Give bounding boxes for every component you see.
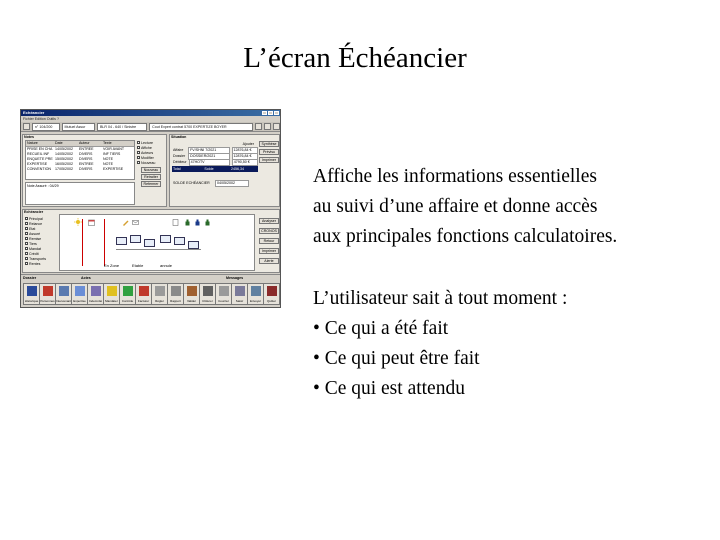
situation-panel (169, 134, 280, 207)
cell: NOTE (103, 157, 113, 161)
command-icon (107, 286, 117, 296)
timeline-axis (116, 249, 201, 250)
command-icon (27, 286, 37, 296)
filter-label: Etat (29, 226, 36, 231)
situation-footer (172, 180, 258, 186)
case-number-field[interactable]: n° 104/200 (32, 123, 60, 131)
toolbar (21, 122, 280, 132)
command-icon (187, 286, 197, 296)
command-icon (123, 286, 133, 296)
situation-total-row (172, 166, 258, 172)
command-label: Rapport (170, 299, 181, 303)
cell: EXPERTISE (103, 167, 124, 171)
cell: DIVERS (79, 152, 93, 156)
command-label: Indemnité (88, 299, 103, 303)
cell: RECUEIL INF (27, 152, 50, 156)
filter-label: Tiers (29, 241, 37, 246)
cronos-button[interactable]: CRONOS (259, 228, 279, 234)
value-field[interactable]: FV/SHNI 7/2021 (188, 147, 229, 154)
print-button[interactable]: Imprimer (259, 157, 279, 163)
command-icon (75, 286, 85, 296)
value-field[interactable]: DOSSIER/2021 (188, 153, 229, 160)
checkbox-label: Lecture (141, 140, 153, 145)
analyze-button[interactable]: Analyser (259, 218, 279, 224)
bottle-icon (184, 219, 191, 226)
filter-label: Remise (29, 236, 42, 241)
amount-field[interactable]: 12876,84 € (232, 147, 258, 154)
group-label-actes: Actes (81, 276, 91, 280)
alert-button[interactable]: Alerte (259, 258, 279, 264)
document-node[interactable] (130, 235, 141, 243)
command-label: Courrier (218, 299, 229, 303)
document-node[interactable] (174, 237, 185, 245)
document-node[interactable] (144, 239, 155, 247)
command-icon (251, 286, 261, 296)
command-button[interactable] (231, 283, 248, 305)
cell: INF TIERS (103, 152, 121, 156)
checkbox-label: Acteurs (141, 150, 154, 155)
footer-label: SOLDE ECHÉANCIER (173, 181, 210, 185)
paragraph-line: aux principales fonctions calculatoires. (313, 226, 618, 247)
command-label: Quitter (266, 299, 276, 303)
maximize-icon[interactable] (268, 111, 273, 115)
cell: NOTE (103, 162, 113, 166)
claim-field[interactable]: BLR 04 - 640 / Sinistre (97, 123, 147, 131)
app-screenshot (20, 109, 281, 308)
situation-fields (172, 141, 258, 186)
total-mid: Solde (204, 167, 214, 171)
command-icon (43, 286, 53, 296)
note-memo[interactable] (25, 182, 135, 205)
bottle-icon (194, 219, 201, 226)
filter-label: Rentes (29, 261, 41, 266)
notes-checks (137, 140, 167, 165)
command-icon (59, 286, 69, 296)
amount-field[interactable]: 4790,50 € (232, 159, 258, 166)
column-header[interactable]: Texte (103, 141, 112, 145)
cell: VOIR AVANT (103, 147, 125, 151)
window-title: Echéancier (23, 110, 45, 115)
command-label: Intervenant (56, 299, 71, 303)
pencil-icon (122, 219, 129, 226)
command-button[interactable] (23, 283, 40, 305)
filter-label: Mandat (29, 246, 41, 251)
command-icon (91, 286, 101, 296)
command-button[interactable] (199, 283, 216, 305)
command-label: Personnes (40, 299, 55, 303)
memo-text: Note Assuré : 04/29 (27, 184, 59, 188)
status-label: annule (160, 263, 173, 268)
checkbox-label: Nouveau (141, 160, 156, 165)
command-button[interactable] (39, 283, 56, 305)
filter-label: Principal (29, 216, 43, 221)
envelope-icon (132, 219, 139, 226)
cell: CONVENTION (27, 167, 51, 171)
command-icon (139, 286, 149, 296)
command-label: Expertise (73, 299, 86, 303)
calendar-icon (88, 219, 95, 226)
cell: 14/05/2002 (55, 152, 73, 156)
cell: 17/05/2002 (55, 167, 73, 171)
slide-title: L’écran Échéancier (243, 42, 467, 74)
slide-text (313, 162, 713, 404)
folder-icon[interactable] (23, 123, 30, 130)
command-icon (155, 286, 165, 296)
cell: PRISE EN CHA (27, 147, 53, 151)
print-schedule-button[interactable]: Imprimer (259, 248, 279, 254)
retreat-button[interactable]: Retraiter (141, 174, 161, 180)
notes-panel (22, 134, 167, 207)
command-label: Contrôle (121, 299, 134, 303)
total-label: Total (173, 167, 181, 171)
command-button[interactable] (119, 283, 136, 305)
help-icon[interactable] (264, 123, 271, 130)
command-icon (235, 286, 245, 296)
value-field[interactable]: 47HOTV (189, 159, 230, 166)
command-bar (21, 274, 280, 308)
cell: DIVERS (79, 167, 93, 171)
row-label: Débiteur (173, 160, 187, 164)
bottle-icon (204, 219, 211, 226)
synthesis-button[interactable]: Synthèse (259, 141, 279, 147)
bullet-item: • Ce qui est attendu (313, 378, 465, 399)
row-label: Dossier (173, 154, 186, 158)
column-header: Ajouter (242, 142, 254, 146)
command-label: Mandater (105, 299, 118, 303)
command-button[interactable] (263, 283, 280, 305)
filter-label: Assuré (29, 231, 41, 236)
search-icon[interactable] (255, 123, 262, 130)
command-icon (171, 286, 181, 296)
status-label: Etable (132, 263, 144, 268)
column-header[interactable]: Nature (27, 141, 38, 145)
cell: ENTREE (79, 162, 94, 166)
checkbox-label: Modifier (141, 155, 154, 160)
command-icon (203, 286, 213, 296)
cell: ENQUETE PRE (27, 157, 53, 161)
back-button[interactable]: Retour (259, 238, 279, 244)
command-button[interactable] (151, 283, 168, 305)
paragraph-line: Affiche les informations essentielles (313, 166, 597, 187)
filter-checkbox[interactable] (25, 261, 59, 266)
document-node[interactable] (116, 237, 127, 245)
checkbox-nouveau[interactable] (137, 160, 167, 165)
bullet-item: • Ce qui peut être fait (313, 348, 480, 369)
sun-icon (74, 218, 82, 226)
amount-field[interactable]: 12876,84 € (232, 153, 258, 160)
command-icon (219, 286, 229, 296)
checkbox-label: Affiche (141, 145, 152, 150)
table-row[interactable] (26, 167, 134, 172)
command-button[interactable] (183, 283, 200, 305)
cell: 15/05/2002 (55, 157, 73, 161)
command-button[interactable] (135, 283, 152, 305)
command-button[interactable] (55, 283, 72, 305)
command-label: Envoyer (249, 299, 261, 303)
column-header[interactable]: Auteur (79, 141, 90, 145)
command-button[interactable] (167, 283, 184, 305)
contract-field[interactable]: Cout Expert contrat 5700 EXPERTIZE BOYER (149, 123, 253, 131)
group-label-messages: Messages (226, 276, 244, 280)
cell: 16/05/2002 (55, 162, 73, 166)
new-note-button[interactable]: Nouveau (141, 167, 161, 173)
cell: DIVERS (79, 157, 93, 161)
timeline-divider (104, 219, 105, 266)
total-amount: 2456,34 (231, 167, 244, 171)
document-icon (172, 219, 179, 226)
insurer-field[interactable]: Mutuel Assur (62, 123, 95, 131)
bullet-item: • Ce qui a été fait (313, 318, 449, 339)
intro-line: L’utilisateur sait à tout moment : (313, 288, 568, 309)
echeancier-title: Echéancier (24, 210, 44, 214)
command-label: Clôturer (202, 299, 213, 303)
footer-value[interactable]: 04/05/2002 (215, 180, 249, 187)
filters (25, 216, 59, 266)
preview-button[interactable]: Prévisu (259, 149, 279, 155)
command-button[interactable] (71, 283, 88, 305)
document-node[interactable] (188, 241, 199, 249)
command-label: Saisir (235, 299, 244, 303)
situation-title: Situation (171, 135, 187, 139)
row-label: Affaire (173, 148, 184, 152)
timeline-divider (82, 219, 83, 266)
close-icon[interactable] (274, 111, 279, 115)
command-button[interactable] (103, 283, 120, 305)
menu-bar[interactable]: Fichier Edition Outils ? (21, 116, 280, 122)
minimize-icon[interactable] (262, 111, 267, 115)
command-icon (267, 286, 277, 296)
print-icon[interactable] (273, 123, 280, 130)
zone-label: En Zone (104, 263, 120, 268)
command-label: Valider (186, 299, 197, 303)
cell: EXPERTISE (27, 162, 48, 166)
filter-label: Transports (29, 256, 47, 261)
column-header[interactable]: Date (55, 141, 63, 145)
notes-table (25, 140, 135, 180)
command-label: Facturer (137, 299, 150, 303)
document-node[interactable] (160, 235, 171, 243)
situation-row (172, 159, 258, 165)
command-label: Historique (24, 299, 39, 303)
command-button[interactable] (215, 283, 232, 305)
schedule-timeline[interactable] (59, 214, 255, 271)
filter-label: Crédit (29, 251, 39, 256)
command-button[interactable] (87, 283, 104, 305)
cell: ENTREE (79, 147, 94, 151)
group-label-dossier: Dossier (23, 276, 37, 280)
notes-title: Notes (24, 135, 34, 139)
cell: 14/05/2002 (55, 147, 73, 151)
command-button[interactable] (247, 283, 264, 305)
close-note-button[interactable]: Refermer (141, 181, 161, 187)
filter-label: Relance (29, 221, 43, 226)
command-label: Régler (155, 299, 164, 303)
paragraph-line: au suivi d’une affaire et donne accès (313, 196, 598, 217)
